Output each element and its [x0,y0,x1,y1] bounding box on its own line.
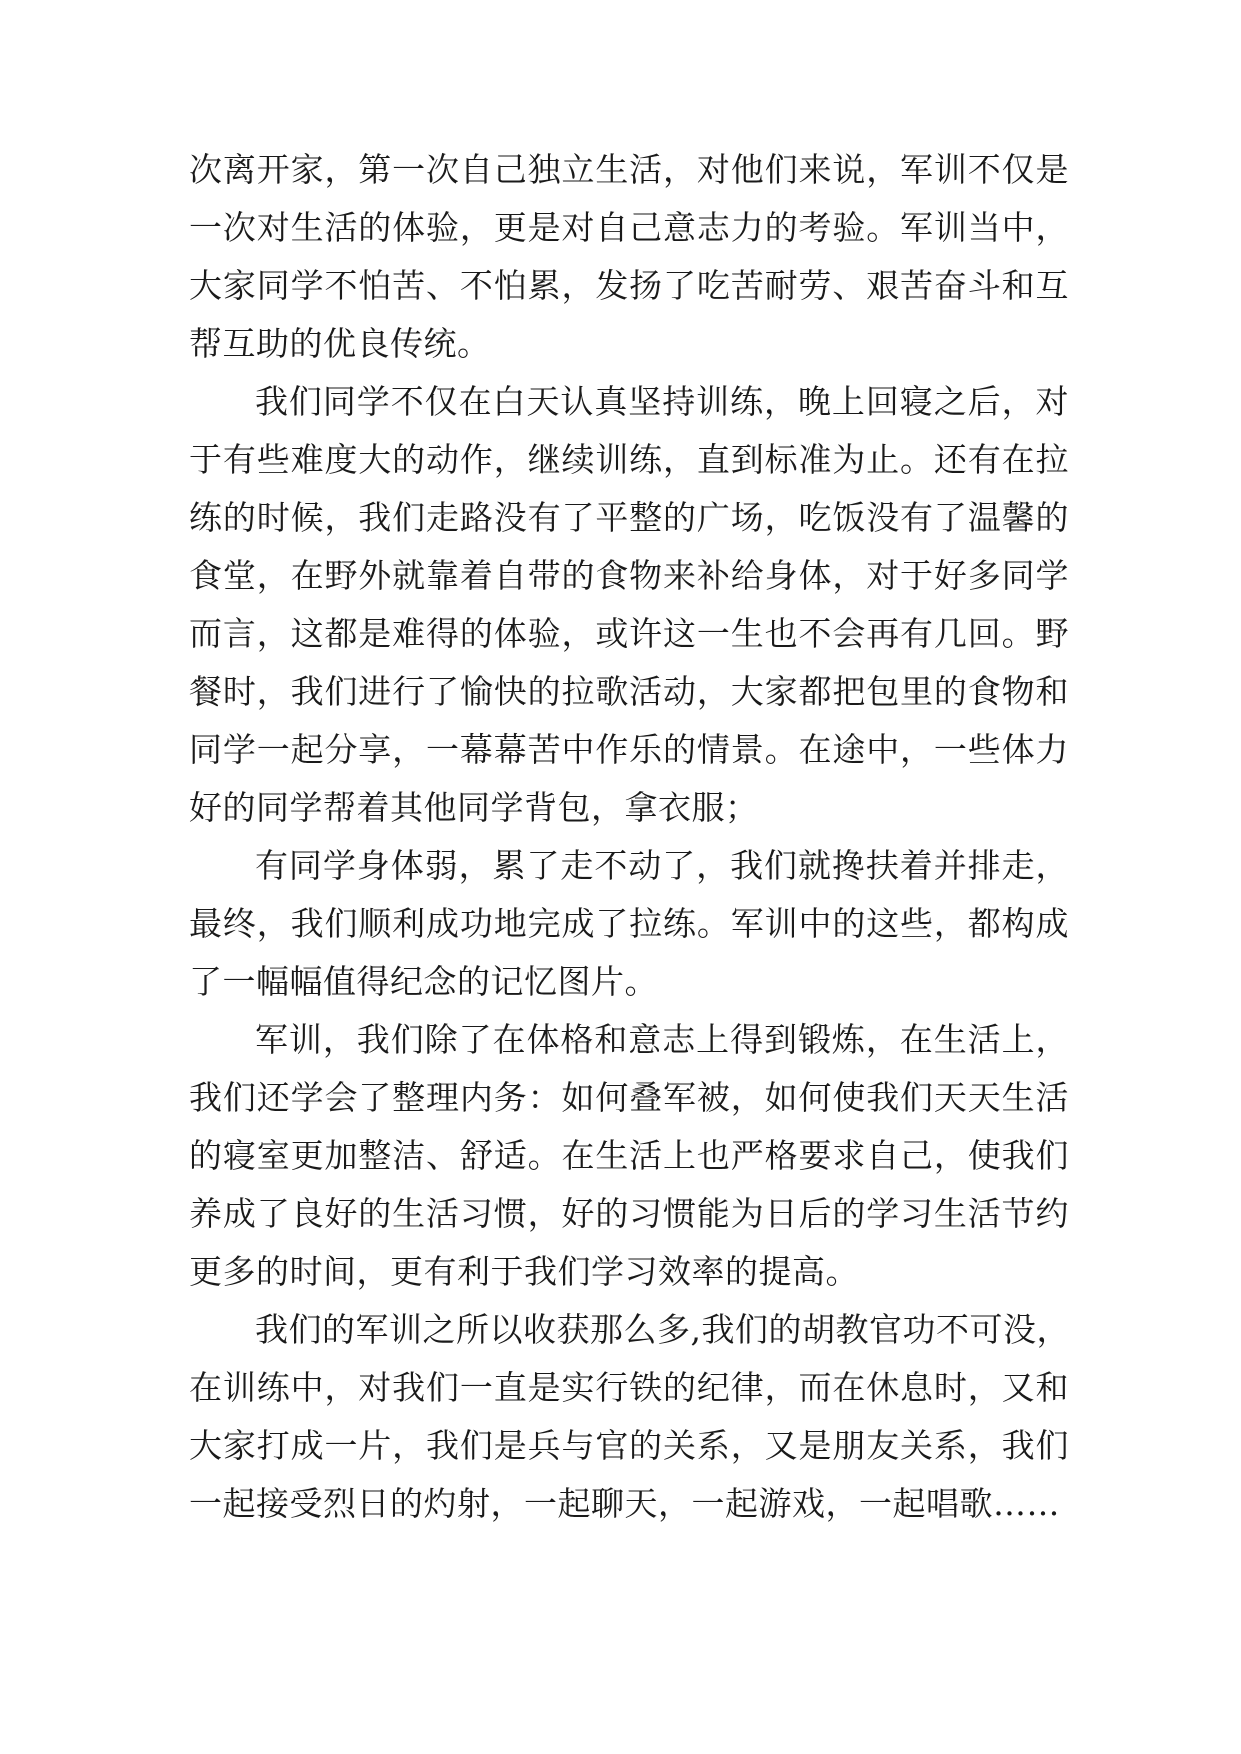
text-line: 更多的时间，更有利于我们学习效率的提高。 [189,1252,859,1291]
text-line: 在训练中，对我们一直是实行铁的纪律，而在休息时，又和 [189,1368,1069,1407]
text-line: 一次对生活的体验，更是对自己意志力的考验。军训当中， [189,208,1069,247]
text-line: 食堂，在野外就靠着自带的食物来补给身体，对于好多同学 [189,556,1069,595]
text-line: 了一幅幅值得纪念的记忆图片。 [189,962,658,1001]
paragraph-first-line: 我们同学不仅在白天认真坚持训练，晚上回寝之后，对 [255,382,1069,421]
text-line: 而言，这都是难得的体验，或许这一生也不会再有几回。野 [189,614,1069,653]
text-line: 一起接受烈日的灼射，一起聊天，一起游戏，一起唱歌…… [189,1484,1060,1523]
text-line: 帮互助的优良传统。 [189,324,491,363]
text-line: 最终，我们顺利成功地完成了拉练。军训中的这些，都构成 [189,904,1069,943]
text-line: 同学一起分享，一幕幕苦中作乐的情景。在途中，一些体力 [189,730,1069,769]
text-line: 练的时候，我们走路没有了平整的广场，吃饭没有了温馨的 [189,498,1069,537]
text-line: 养成了良好的生活习惯，好的习惯能为日后的学习生活节约 [189,1194,1069,1233]
text-line: 次离开家，第一次自己独立生活，对他们来说，军训不仅是 [189,150,1069,189]
text-line: 于有些难度大的动作，继续训练，直到标准为止。还有在拉 [189,440,1069,479]
paragraph-first-line: 军训，我们除了在体格和意志上得到锻炼，在生活上， [255,1020,1069,1059]
text-line: 的寝室更加整洁、舒适。在生活上也严格要求自己，使我们 [189,1136,1069,1175]
paragraph-first-line: 有同学身体弱，累了走不动了，我们就搀扶着并排走， [255,846,1069,885]
text-line: 我们还学会了整理内务：如何叠军被，如何使我们天天生活 [189,1078,1069,1117]
text-line: 大家打成一片，我们是兵与官的关系，又是朋友关系，我们 [189,1426,1069,1465]
paragraph-first-line: 我们的军训之所以收获那么多,我们的胡教官功不可没， [255,1310,1070,1349]
text-line: 好的同学帮着其他同学背包，拿衣服； [189,788,759,827]
text-line: 餐时，我们进行了愉快的拉歌活动，大家都把包里的食物和 [189,672,1069,711]
text-line: 大家同学不怕苦、不怕累，发扬了吃苦耐劳、艰苦奋斗和互 [189,266,1069,305]
